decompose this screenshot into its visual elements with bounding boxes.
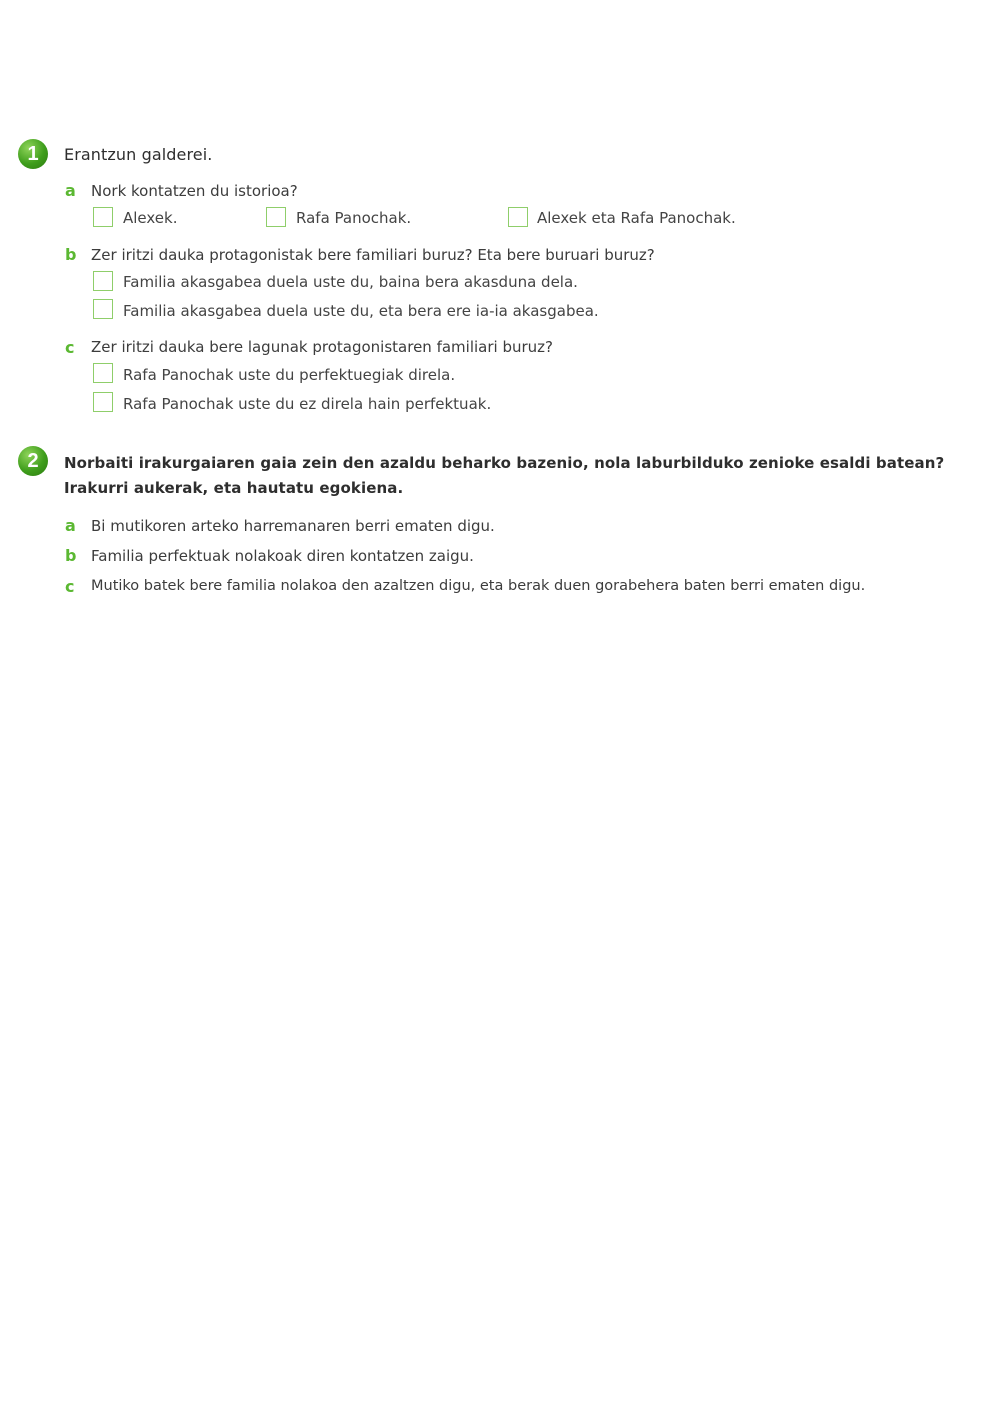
exercise-number-badge: 1: [18, 139, 48, 169]
option-a-2-label: Rafa Panochak.: [296, 209, 412, 227]
checkbox-b-1[interactable]: [93, 271, 113, 291]
exercise-2-option-b[interactable]: Familia perfektuak nolakoak diren kontatzen zaigu.: [91, 547, 474, 565]
exercise-1-title: Erantzun galderei.: [64, 145, 213, 164]
option-letter-c: c: [65, 577, 75, 596]
option-c-1-label: Rafa Panochak uste du perfektuegiak direla.: [123, 366, 456, 384]
checkbox-a-2[interactable]: [266, 207, 286, 227]
checkbox-b-2[interactable]: [93, 299, 113, 319]
question-letter-a: a: [65, 181, 76, 200]
exercise-2-title-line-2: Irakurri aukerak, eta hautatu egokiena.: [64, 479, 404, 497]
option-letter-a: a: [65, 516, 76, 535]
option-c-2-label: Rafa Panochak uste du ez direla hain perfektuak.: [123, 395, 492, 413]
question-a-text: Nork kontatzen du istorioa?: [91, 182, 298, 200]
question-c-text: Zer iritzi dauka bere lagunak protagonistaren familiari buruz?: [91, 338, 553, 356]
checkbox-a-1[interactable]: [93, 207, 113, 227]
checkbox-c-1[interactable]: [93, 363, 113, 383]
question-letter-c: c: [65, 338, 75, 357]
exercise-2-title-line-1: Norbaiti irakurgaiaren gaia zein den azaldu beharko bazenio, nola laburbilduko zenioke esaldi batean?: [64, 454, 945, 472]
option-b-2-label: Familia akasgabea duela uste du, eta bera ere ia-ia akasgabea.: [123, 302, 599, 320]
option-a-3-label: Alexek eta Rafa Panochak.: [537, 209, 736, 227]
checkbox-c-2[interactable]: [93, 392, 113, 412]
option-a-1-label: Alexek.: [123, 209, 178, 227]
exercise-2-option-c[interactable]: Mutiko batek bere familia nolakoa den azaltzen digu, eta berak duen gorabehera baten berri ematen digu.: [91, 578, 866, 594]
checkbox-a-3[interactable]: [508, 207, 528, 227]
exercise-2-option-a[interactable]: Bi mutikoren arteko harremanaren berri ematen digu.: [91, 517, 495, 535]
question-b-text: Zer iritzi dauka protagonistak bere familiari buruz? Eta bere buruari buruz?: [91, 246, 655, 264]
option-letter-b: b: [65, 546, 77, 565]
question-letter-b: b: [65, 245, 77, 264]
exercise-number-badge: 2: [18, 446, 48, 476]
option-b-1-label: Familia akasgabea duela uste du, baina bera akasduna dela.: [123, 273, 578, 291]
